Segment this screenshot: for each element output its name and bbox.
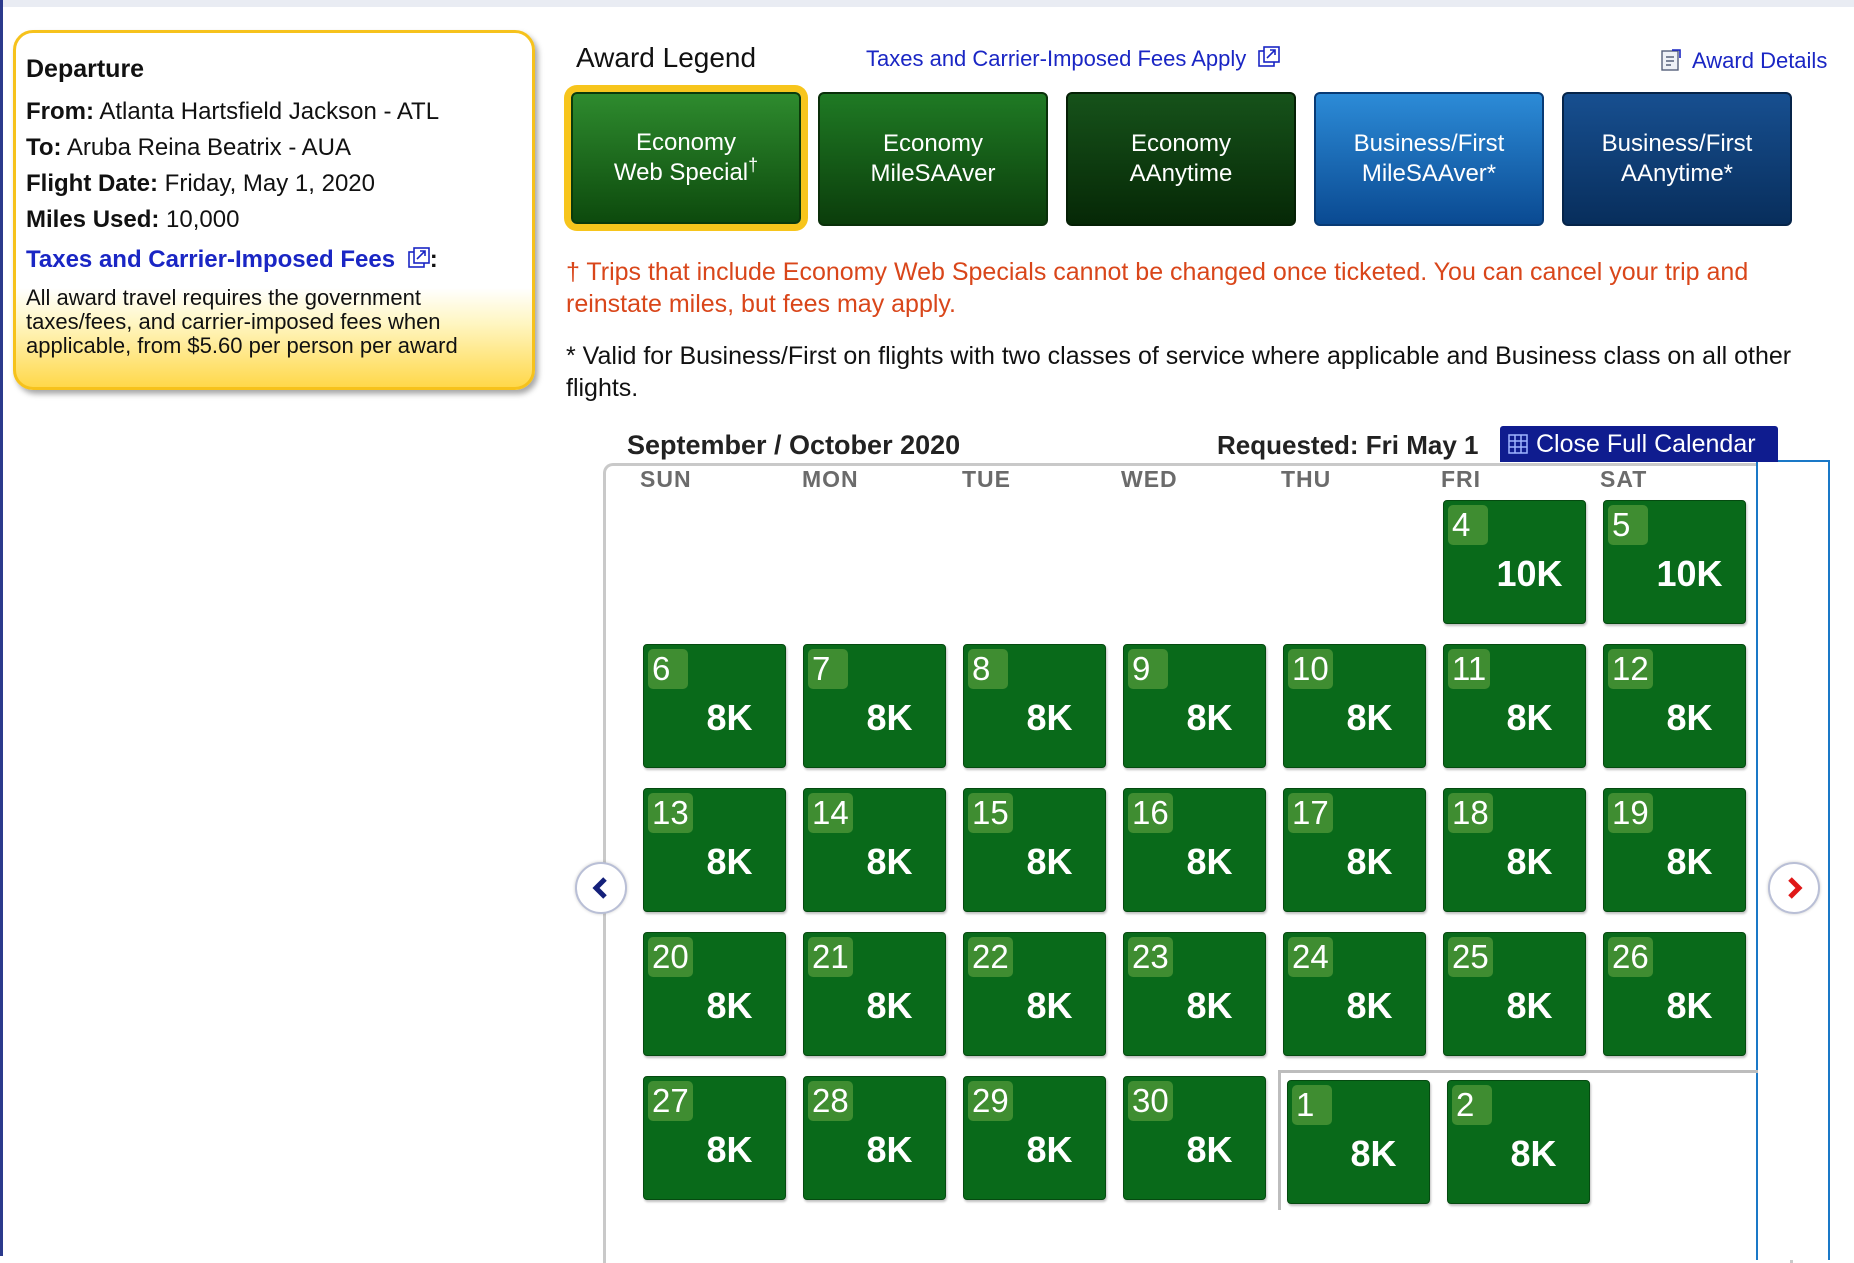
calendar-day-cell[interactable] [803, 788, 946, 912]
left-rule [0, 0, 3, 1256]
day-number: 10 [1288, 649, 1333, 689]
legend-btn-line1: Business/First [1353, 130, 1505, 157]
day-miles: 8K [866, 841, 913, 882]
taxes-fees-link[interactable]: Taxes and Carrier-Imposed Fees [26, 246, 396, 273]
day-number: 29 [968, 1081, 1013, 1121]
calendar-day-cell[interactable] [643, 932, 786, 1056]
requested-date: Requested: Fri May 1 [1217, 430, 1479, 460]
day-number: 17 [1288, 793, 1333, 833]
day-miles: 8K [1346, 841, 1393, 882]
day-number: 1 [1292, 1085, 1332, 1125]
calendar-day-cell[interactable] [963, 1076, 1106, 1200]
calendar-day-cell[interactable] [963, 644, 1106, 768]
day-number: 26 [1608, 937, 1653, 977]
day-miles: 8K [1346, 985, 1393, 1026]
departure-title: Departure [26, 55, 145, 83]
day-number: 30 [1128, 1081, 1173, 1121]
from-label: From: [26, 98, 94, 125]
calendar-day-cell[interactable] [803, 644, 946, 768]
day-number: 21 [808, 937, 853, 977]
day-number: 23 [1128, 937, 1173, 977]
calendar-day-cell[interactable] [1603, 788, 1746, 912]
day-miles: 8K [1346, 697, 1393, 738]
legend-btn-line2: AAnytime* [1620, 160, 1734, 187]
day-number: 5 [1608, 505, 1648, 545]
fees-link-row [26, 246, 532, 274]
day-miles: 8K [1666, 697, 1713, 738]
day-miles: 8K [1186, 697, 1233, 738]
legend-economy-web-special[interactable] [571, 92, 801, 224]
legend-btn-line2: MileSAAver* [1361, 160, 1497, 187]
day-miles: 8K [1350, 1133, 1397, 1174]
day-miles: 8K [706, 841, 753, 882]
flight-date-row [26, 170, 532, 198]
day-number: 7 [808, 649, 848, 689]
day-number: 27 [648, 1081, 693, 1121]
day-miles: 8K [1026, 985, 1073, 1026]
dow-sat: SAT [1600, 466, 1648, 492]
calendar-day-cell[interactable] [1443, 500, 1586, 624]
fees-description: All award travel requires the government taxes/fees, and carrier-imposed fees when applicable, from $5.60 per person per award [26, 285, 458, 358]
to-label: To: [26, 134, 62, 161]
calendar-day-cell[interactable] [1123, 932, 1266, 1056]
miles-used-value: 10,000 [166, 206, 240, 233]
dow-sun: SUN [640, 466, 692, 492]
day-number: 13 [648, 793, 693, 833]
day-number: 18 [1448, 793, 1493, 833]
day-miles: 8K [1506, 985, 1553, 1026]
calendar-day-cell[interactable] [963, 788, 1106, 912]
day-miles: 8K [1510, 1133, 1557, 1174]
day-number: 25 [1448, 937, 1493, 977]
day-miles: 8K [866, 1129, 913, 1170]
calendar-day-cell[interactable] [1603, 644, 1746, 768]
prev-month-button[interactable] [575, 862, 627, 914]
day-miles: 8K [1506, 841, 1553, 882]
day-number: 20 [648, 937, 693, 977]
calendar-day-cell[interactable] [1287, 1080, 1430, 1204]
award-details-text[interactable]: Award Details [1692, 48, 1828, 73]
departure-panel [13, 30, 535, 390]
close-full-calendar-button[interactable] [1500, 426, 1778, 462]
miles-used-row [26, 206, 532, 234]
chevron-left-icon [588, 875, 614, 901]
calendar-day-cell[interactable] [643, 788, 786, 912]
calendar-day-cell[interactable] [1123, 1076, 1266, 1200]
calendar-day-cell[interactable] [1123, 788, 1266, 912]
day-number: 22 [968, 937, 1013, 977]
day-number: 12 [1608, 649, 1653, 689]
legend-btn-line2: AAnytime [1129, 160, 1233, 187]
calendar-day-cell[interactable] [803, 932, 946, 1056]
calendar-day-cell[interactable] [963, 932, 1106, 1056]
fees-colon: : [429, 246, 438, 273]
calendar-day-cell[interactable] [1603, 932, 1746, 1056]
dow-fri: FRI [1441, 466, 1482, 492]
top-rule [0, 0, 1854, 7]
legend-business-aanytime[interactable] [1562, 92, 1792, 226]
day-number: 28 [808, 1081, 853, 1121]
day-number: 11 [1448, 649, 1490, 689]
day-number: 15 [968, 793, 1013, 833]
dow-wed: WED [1121, 466, 1178, 492]
to-value: Aruba Reina Beatrix - AUA [66, 134, 352, 161]
day-number: 4 [1448, 505, 1488, 545]
legend-btn-line2: Web Special† [613, 155, 759, 186]
day-miles: 10K [1496, 553, 1563, 594]
day-number: 2 [1452, 1085, 1492, 1125]
calendar-day-cell[interactable] [1123, 644, 1266, 768]
legend-business-milesaaver[interactable] [1314, 92, 1544, 226]
to-row [26, 134, 532, 162]
legend-btn-line1: Business/First [1601, 130, 1753, 157]
legend-economy-milesaaver[interactable] [818, 92, 1048, 226]
next-month-button[interactable] [1768, 862, 1820, 914]
day-miles: 8K [1026, 841, 1073, 882]
award-legend-title: Award Legend [576, 42, 757, 73]
day-miles: 8K [1186, 1129, 1233, 1170]
legend-fees-link-text[interactable]: Taxes and Carrier-Imposed Fees Apply [866, 46, 1247, 71]
legend-btn-line1: Economy [1130, 130, 1232, 157]
close-full-calendar-label[interactable]: Close Full Calendar [1536, 429, 1756, 458]
dow-mon: MON [802, 466, 859, 492]
external-link-icon[interactable] [408, 247, 430, 269]
day-miles: 8K [706, 1129, 753, 1170]
day-miles: 8K [1186, 985, 1233, 1026]
calendar-day-cell[interactable] [643, 644, 786, 768]
flight-date-label: Flight Date: [26, 170, 158, 197]
dow-thu: THU [1281, 466, 1332, 492]
calendar-selection-outline [1756, 460, 1830, 1260]
day-miles: 8K [1026, 697, 1073, 738]
calendar-day-cell[interactable] [1283, 644, 1426, 768]
day-number: 8 [968, 649, 1008, 689]
legend-economy-aanytime[interactable] [1066, 92, 1296, 226]
day-miles: 8K [866, 697, 913, 738]
calendar-day-cell[interactable] [643, 1076, 786, 1200]
day-miles: 8K [1666, 841, 1713, 882]
business-first-note: * Valid for Business/First on flights with two classes of service where applicable and Business class on all other flights. [566, 342, 1792, 402]
calendar-day-cell[interactable] [1283, 788, 1426, 912]
day-number: 6 [648, 649, 688, 689]
calendar-day-cell[interactable] [1447, 1080, 1590, 1204]
dow-tue: TUE [962, 466, 1011, 492]
web-special-note: † Trips that include Economy Web Specials cannot be changed once ticketed. You can cancel your trip and reinstate miles, but fees may apply. [566, 258, 1749, 318]
from-value: Atlanta Hartsfield Jackson - ATL [99, 98, 440, 125]
calendar-month-title: September / October 2020 [627, 430, 961, 460]
document-icon [1660, 48, 1682, 72]
calendar-day-cell[interactable] [1603, 500, 1746, 624]
day-miles: 8K [866, 985, 913, 1026]
day-miles: 8K [1506, 697, 1553, 738]
calendar-grid-icon [1508, 434, 1528, 454]
chevron-right-icon [1781, 875, 1807, 901]
day-miles: 10K [1656, 553, 1723, 594]
day-miles: 8K [1666, 985, 1713, 1026]
legend-btn-line2: MileSAAver [870, 160, 996, 187]
calendar-day-cell[interactable] [1443, 788, 1586, 912]
day-miles: 8K [1186, 841, 1233, 882]
day-miles: 8K [1026, 1129, 1073, 1170]
day-number: 24 [1288, 937, 1333, 977]
legend-fees-link[interactable] [866, 46, 1280, 72]
flight-date-value: Friday, May 1, 2020 [164, 170, 375, 197]
day-number: 19 [1608, 793, 1653, 833]
miles-used-label: Miles Used: [26, 206, 160, 233]
day-number: 9 [1128, 649, 1168, 689]
legend-btn-line1: Economy [635, 129, 737, 156]
day-miles: 8K [706, 697, 753, 738]
award-details-link[interactable] [1660, 48, 1827, 74]
day-miles: 8K [706, 985, 753, 1026]
dagger-mark: † [748, 155, 759, 175]
calendar-day-cell[interactable] [1283, 932, 1426, 1056]
day-number: 16 [1128, 793, 1173, 833]
calendar-day-cell[interactable] [1443, 932, 1586, 1056]
external-link-icon[interactable] [1258, 46, 1280, 68]
calendar-day-cell[interactable] [803, 1076, 946, 1200]
legend-btn-line1: Economy [882, 130, 984, 157]
calendar-day-cell[interactable] [1443, 644, 1586, 768]
from-row [26, 98, 532, 126]
day-number: 14 [808, 793, 853, 833]
